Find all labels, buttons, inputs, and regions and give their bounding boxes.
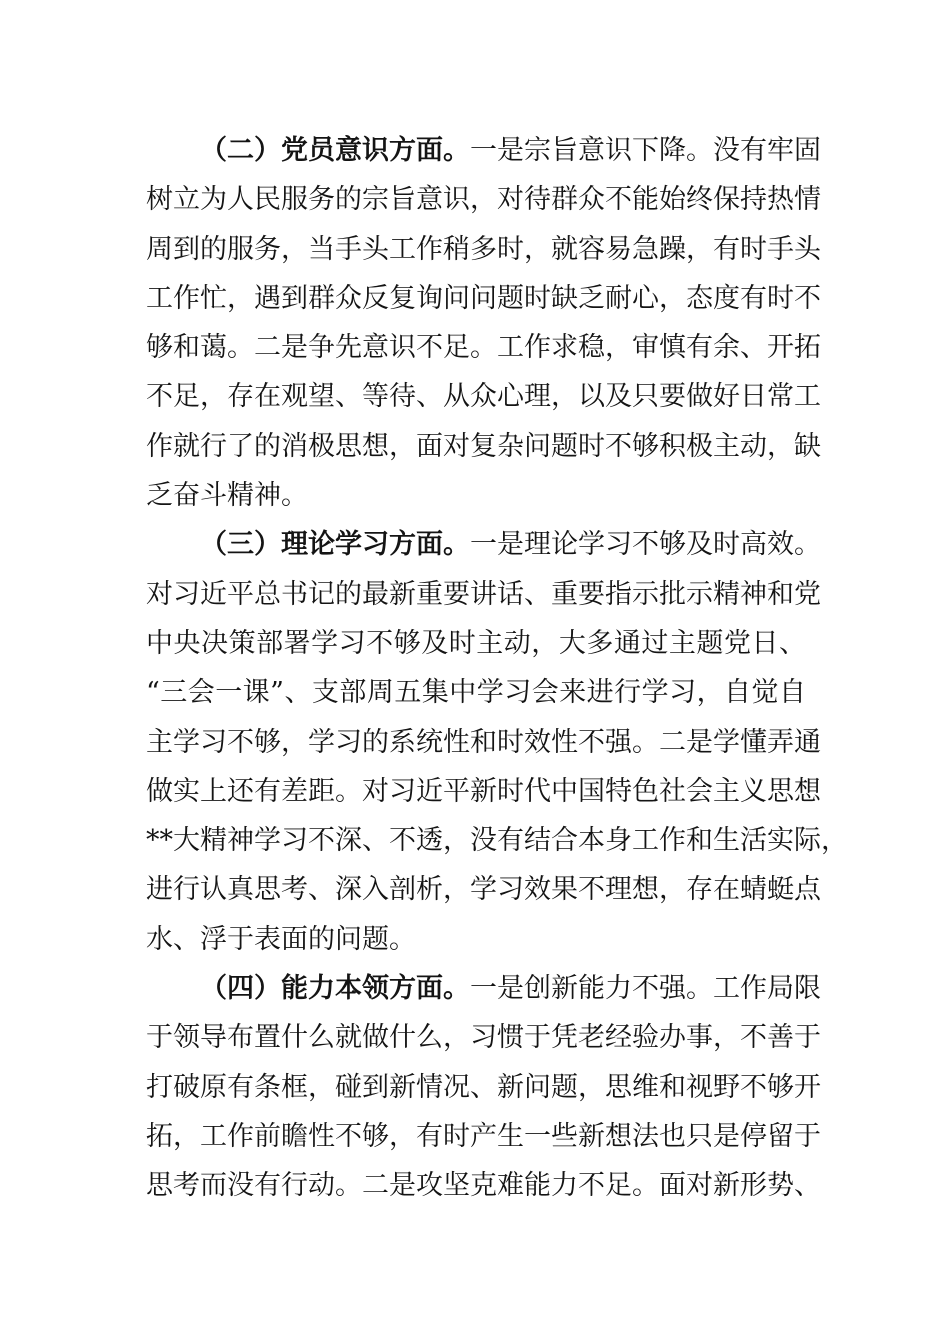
document-body: [146, 126, 848, 1211]
paragraph-line: 作就行了的消极思想，面对复杂问题时不够积极主动，缺: [146, 430, 821, 462]
paragraph-line: “三会一课”、支部周五集中学习会来进行学习，自觉自: [146, 677, 806, 709]
line-text: 一是理论学习不够及时高效。: [470, 529, 821, 561]
paragraph-line: 够和蔼。二是争先意识不足。工作求稳，审慎有余、开拓: [146, 332, 821, 364]
paragraph-line: [146, 520, 821, 569]
line-text: 一是创新能力不强。工作局限: [470, 973, 821, 1005]
paragraph-line: 于领导布置什么就做什么，习惯于凭老经验办事，不善于: [146, 1022, 821, 1054]
paragraph-line: 对习近平总书记的最新重要讲话、重要指示批示精神和党: [146, 578, 821, 610]
paragraph-ability: [146, 964, 821, 1210]
paragraph-line: 中央决策部署学习不够及时主动，大多通过主题党日、: [146, 627, 806, 659]
section-heading: （三）理论学习方面。: [200, 529, 470, 561]
paragraph-theory-study: [146, 520, 848, 964]
paragraph-line: 周到的服务，当手头工作稍多时，就容易急躁，有时手头: [146, 233, 821, 265]
paragraph-line: [146, 964, 821, 1013]
paragraph-line: 主学习不够，学习的系统性和时效性不强。二是学懂弄通: [146, 726, 821, 758]
paragraph-line: 拓，工作前瞻性不够，有时产生一些新想法也只是停留于: [146, 1120, 821, 1152]
line-text: 一是宗旨意识下降。没有牢固: [470, 135, 821, 166]
paragraph-line: 不足，存在观望、等待、从众心理，以及只要做好日常工: [146, 381, 821, 413]
paragraph-line: 进行认真思考、深入剖析，学习效果不理想，存在蜻蜓点: [146, 874, 821, 906]
paragraph-line: 做实上还有差距。对习近平新时代中国特色社会主义思想: [146, 775, 821, 807]
section-heading: （二）党员意识方面。: [200, 135, 470, 166]
paragraph-line: 工作忙，遇到群众反复询问问题时缺乏耐心，态度有时不: [146, 282, 821, 314]
paragraph-party-awareness: [146, 126, 821, 520]
paragraph-line: 思考而没有行动。二是攻坚克难能力不足。面对新形势、: [146, 1170, 821, 1202]
paragraph-line: [146, 126, 821, 175]
section-heading: （四）能力本领方面。: [200, 973, 470, 1005]
paragraph-line: 树立为人民服务的宗旨意识，对待群众不能始终保持热情: [146, 184, 821, 216]
paragraph-line: 乏奋斗精神。: [146, 480, 308, 512]
paragraph-line: 打破原有条框，碰到新情况、新问题，思维和视野不够开: [146, 1071, 821, 1103]
paragraph-line: **大精神学习不深、不透，没有结合本身工作和生活实际，: [146, 825, 848, 857]
paragraph-line: 水、浮于表面的问题。: [146, 923, 416, 955]
